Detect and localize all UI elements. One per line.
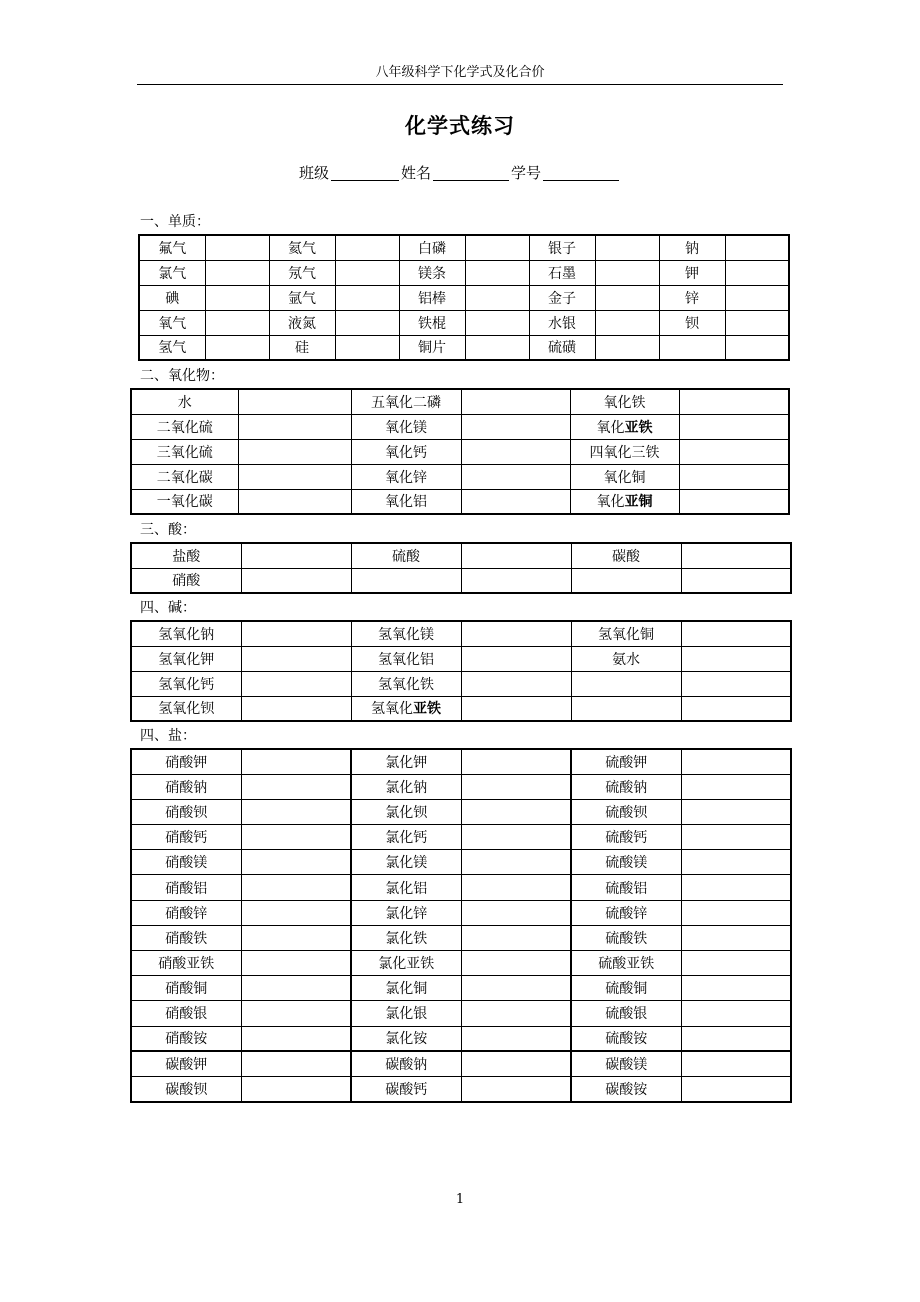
- salts-compound-name: 硝酸钠: [131, 774, 241, 799]
- student-id-label: 学号: [511, 164, 542, 182]
- salts-compound-name: 硫酸铁: [571, 925, 681, 950]
- oxides-compound-name: 氧化铝: [351, 489, 461, 514]
- oxides-formula-answer-cell[interactable]: [461, 389, 570, 414]
- oxides-formula-answer-cell[interactable]: [238, 439, 351, 464]
- bases-compound-name: 氢氧化铁: [351, 671, 461, 696]
- bases-table: [130, 620, 792, 722]
- bases-compound-name: 氢氧化钠: [131, 621, 241, 646]
- section-title-oxides: 二、氧化物：: [140, 368, 224, 384]
- compound-name-prefix: 氧化: [596, 494, 625, 511]
- salts-compound-name: 硫酸锌: [571, 900, 681, 925]
- salts-compound-name: 氯化银: [351, 1001, 461, 1026]
- class-blank[interactable]: [331, 164, 399, 181]
- elements-row: [139, 285, 789, 310]
- salts-formula-answer-cell[interactable]: [461, 1076, 571, 1101]
- bases-compound-name: 氢氧化钙: [131, 671, 241, 696]
- salts-compound-name: 氯化铜: [351, 976, 461, 1001]
- salts-row: [131, 850, 791, 875]
- compound-name-emphasis: 亚铁: [624, 419, 653, 436]
- oxides-formula-answer-cell[interactable]: [679, 389, 789, 414]
- oxides-formula-answer-cell[interactable]: [679, 464, 789, 489]
- bases-formula-answer-cell[interactable]: [461, 671, 571, 696]
- salts-compound-name: 氯化钙: [351, 825, 461, 850]
- acids-formula-answer-cell[interactable]: [461, 543, 571, 568]
- salts-formula-answer-cell[interactable]: [681, 1051, 791, 1076]
- oxides-formula-answer-cell[interactable]: [461, 464, 570, 489]
- oxides-compound-name: 二氧化碳: [131, 464, 238, 489]
- salts-formula-answer-cell[interactable]: [681, 951, 791, 976]
- elements-compound-name: 氧气: [139, 310, 205, 335]
- elements-formula-answer-cell[interactable]: [595, 235, 659, 260]
- bases-compound-name: [571, 671, 681, 696]
- oxides-compound-name: 氧化铁: [570, 389, 679, 414]
- bases-compound-name: 氨水: [571, 646, 681, 671]
- salts-table: [130, 748, 792, 1103]
- oxides-formula-answer-cell[interactable]: [461, 489, 570, 514]
- elements-row: [139, 310, 789, 335]
- salts-compound-name: 硝酸铝: [131, 875, 241, 900]
- salts-formula-answer-cell[interactable]: [461, 925, 571, 950]
- elements-compound-name: 水银: [529, 310, 595, 335]
- section-title-bases: 四、碱：: [140, 600, 196, 616]
- elements-compound-name: 钾: [659, 260, 725, 285]
- salts-row: [131, 1076, 791, 1101]
- oxides-compound-name: 氧化钙: [351, 439, 461, 464]
- acids-compound-name: 硫酸: [351, 543, 461, 568]
- salts-formula-answer-cell[interactable]: [681, 1076, 791, 1101]
- salts-compound-name: 硫酸钡: [571, 799, 681, 824]
- salts-formula-answer-cell[interactable]: [461, 825, 571, 850]
- salts-compound-name: 硝酸钙: [131, 825, 241, 850]
- salts-compound-name: 硝酸锌: [131, 900, 241, 925]
- bases-compound-name: [351, 696, 461, 721]
- class-label: 班级: [298, 164, 329, 182]
- salts-compound-name: 碳酸钾: [131, 1051, 241, 1076]
- elements-formula-answer-cell[interactable]: [205, 285, 269, 310]
- compound-name-prefix: 氧化: [596, 419, 625, 436]
- salts-compound-name: 硝酸铜: [131, 976, 241, 1001]
- oxides-compound-name: 三氧化硫: [131, 439, 238, 464]
- bases-formula-answer-cell[interactable]: [461, 696, 571, 721]
- elements-formula-answer-cell[interactable]: [725, 260, 789, 285]
- elements-formula-answer-cell[interactable]: [205, 310, 269, 335]
- salts-compound-name: 硫酸铵: [571, 1026, 681, 1051]
- salts-compound-name: 氯化钾: [351, 749, 461, 774]
- bases-compound-name: 氢氧化铝: [351, 646, 461, 671]
- elements-formula-answer-cell[interactable]: [335, 285, 399, 310]
- salts-compound-name: 碳酸镁: [571, 1051, 681, 1076]
- salts-compound-name: 氯化锌: [351, 900, 461, 925]
- bases-row: [131, 696, 791, 721]
- bases-row: [131, 646, 791, 671]
- acids-compound-name: [351, 568, 461, 593]
- salts-formula-answer-cell[interactable]: [461, 799, 571, 824]
- salts-compound-name: 硝酸亚铁: [131, 951, 241, 976]
- oxides-compound-name: 四氧化三铁: [570, 439, 679, 464]
- oxides-compound-name: 水: [131, 389, 238, 414]
- salts-formula-answer-cell[interactable]: [241, 925, 351, 950]
- salts-formula-answer-cell[interactable]: [461, 749, 571, 774]
- salts-formula-answer-cell[interactable]: [241, 774, 351, 799]
- elements-formula-answer-cell[interactable]: [335, 335, 399, 360]
- bases-formula-answer-cell[interactable]: [241, 671, 351, 696]
- compound-name-emphasis: 亚铁: [413, 701, 441, 718]
- elements-formula-answer-cell[interactable]: [725, 335, 789, 360]
- bases-row: [131, 671, 791, 696]
- salts-formula-answer-cell[interactable]: [681, 825, 791, 850]
- bases-formula-answer-cell[interactable]: [461, 621, 571, 646]
- salts-row: [131, 799, 791, 824]
- salts-formula-answer-cell[interactable]: [241, 976, 351, 1001]
- salts-compound-name: 硝酸钾: [131, 749, 241, 774]
- elements-compound-name: 硅: [269, 335, 335, 360]
- salts-row: [131, 875, 791, 900]
- salts-formula-answer-cell[interactable]: [461, 900, 571, 925]
- elements-formula-answer-cell[interactable]: [205, 260, 269, 285]
- salts-formula-answer-cell[interactable]: [461, 976, 571, 1001]
- elements-compound-name: 白磷: [399, 235, 465, 260]
- elements-compound-name: 金子: [529, 285, 595, 310]
- elements-compound-name: 氩气: [269, 285, 335, 310]
- salts-row: [131, 825, 791, 850]
- salts-compound-name: 碳酸钡: [131, 1076, 241, 1101]
- student-id-blank[interactable]: [543, 164, 619, 181]
- elements-compound-name: 石墨: [529, 260, 595, 285]
- salts-compound-name: 氯化铁: [351, 925, 461, 950]
- salts-compound-name: 氯化钠: [351, 774, 461, 799]
- salts-compound-name: 碳酸钙: [351, 1076, 461, 1101]
- acids-formula-answer-cell[interactable]: [241, 568, 351, 593]
- salts-formula-answer-cell[interactable]: [681, 1001, 791, 1026]
- salts-formula-answer-cell[interactable]: [681, 774, 791, 799]
- elements-formula-answer-cell[interactable]: [465, 310, 529, 335]
- bases-formula-answer-cell[interactable]: [681, 671, 791, 696]
- salts-compound-name: 氯化镁: [351, 850, 461, 875]
- bases-compound-name: 氢氧化铜: [571, 621, 681, 646]
- salts-formula-answer-cell[interactable]: [461, 850, 571, 875]
- page-title: 化学式练习: [405, 113, 515, 138]
- salts-compound-name: 硫酸亚铁: [571, 951, 681, 976]
- salts-formula-answer-cell[interactable]: [461, 875, 571, 900]
- oxides-compound-name: 氧化锌: [351, 464, 461, 489]
- elements-formula-answer-cell[interactable]: [725, 285, 789, 310]
- acids-compound-name: [571, 568, 681, 593]
- name-blank[interactable]: [433, 164, 509, 181]
- salts-formula-answer-cell[interactable]: [461, 1001, 571, 1026]
- elements-formula-answer-cell[interactable]: [465, 285, 529, 310]
- oxides-formula-answer-cell[interactable]: [679, 414, 789, 439]
- salts-compound-name: 硝酸镁: [131, 850, 241, 875]
- elements-formula-answer-cell[interactable]: [595, 260, 659, 285]
- salts-formula-answer-cell[interactable]: [681, 749, 791, 774]
- oxides-compound-name: [570, 414, 679, 439]
- acids-row: [131, 543, 791, 568]
- salts-formula-answer-cell[interactable]: [461, 774, 571, 799]
- elements-formula-answer-cell[interactable]: [595, 335, 659, 360]
- salts-compound-name: 氯化铝: [351, 875, 461, 900]
- oxides-formula-answer-cell[interactable]: [238, 489, 351, 514]
- bases-row: [131, 621, 791, 646]
- acids-formula-answer-cell[interactable]: [681, 543, 791, 568]
- oxides-compound-name: 五氧化二磷: [351, 389, 461, 414]
- salts-compound-name: 硫酸镁: [571, 850, 681, 875]
- salts-compound-name: 氯化铵: [351, 1026, 461, 1051]
- oxides-row: [131, 439, 789, 464]
- section-title-salts: 四、盐：: [140, 728, 196, 744]
- bases-formula-answer-cell[interactable]: [681, 696, 791, 721]
- bases-compound-name: 氢氧化钡: [131, 696, 241, 721]
- elements-row: [139, 235, 789, 260]
- oxides-compound-name: [570, 489, 679, 514]
- oxides-formula-answer-cell[interactable]: [461, 414, 570, 439]
- acids-table: [130, 542, 792, 594]
- bases-formula-answer-cell[interactable]: [681, 646, 791, 671]
- elements-formula-answer-cell[interactable]: [205, 235, 269, 260]
- salts-row: [131, 1051, 791, 1076]
- elements-formula-answer-cell[interactable]: [465, 260, 529, 285]
- salts-formula-answer-cell[interactable]: [681, 1026, 791, 1051]
- page-number: 1: [455, 1192, 465, 1207]
- salts-formula-answer-cell[interactable]: [241, 1076, 351, 1101]
- bases-formula-answer-cell[interactable]: [241, 646, 351, 671]
- elements-formula-answer-cell[interactable]: [465, 235, 529, 260]
- salts-row: [131, 749, 791, 774]
- elements-formula-answer-cell[interactable]: [335, 260, 399, 285]
- elements-formula-answer-cell[interactable]: [725, 235, 789, 260]
- bases-formula-answer-cell[interactable]: [461, 646, 571, 671]
- salts-row: [131, 1001, 791, 1026]
- oxides-compound-name: 氧化铜: [570, 464, 679, 489]
- salts-formula-answer-cell[interactable]: [241, 850, 351, 875]
- oxides-formula-answer-cell[interactable]: [238, 389, 351, 414]
- salts-formula-answer-cell[interactable]: [241, 1026, 351, 1051]
- salts-compound-name: 氯化亚铁: [351, 951, 461, 976]
- running-header: 八年级科学下化学式及化合价: [375, 65, 545, 80]
- salts-compound-name: 硝酸铵: [131, 1026, 241, 1051]
- salts-row: [131, 774, 791, 799]
- elements-compound-name: 铜片: [399, 335, 465, 360]
- oxides-row: [131, 489, 789, 514]
- section-title-elements: 一、单质：: [140, 214, 210, 230]
- oxides-formula-answer-cell[interactable]: [238, 464, 351, 489]
- acids-formula-answer-cell[interactable]: [241, 543, 351, 568]
- bases-compound-name: [571, 696, 681, 721]
- elements-table: [138, 234, 790, 361]
- elements-compound-name: 钡: [659, 310, 725, 335]
- salts-formula-answer-cell[interactable]: [241, 951, 351, 976]
- salts-formula-answer-cell[interactable]: [241, 900, 351, 925]
- salts-formula-answer-cell[interactable]: [681, 976, 791, 1001]
- elements-formula-answer-cell[interactable]: [595, 310, 659, 335]
- compound-name-emphasis: 亚铜: [624, 494, 653, 511]
- elements-compound-name: 硫磺: [529, 335, 595, 360]
- salts-row: [131, 976, 791, 1001]
- acids-row: [131, 568, 791, 593]
- salts-compound-name: 硫酸钠: [571, 774, 681, 799]
- bases-compound-name: 氢氧化钾: [131, 646, 241, 671]
- oxides-formula-answer-cell[interactable]: [679, 489, 789, 514]
- oxides-table: [130, 388, 790, 515]
- oxides-row: [131, 389, 789, 414]
- oxides-compound-name: 二氧化硫: [131, 414, 238, 439]
- salts-formula-answer-cell[interactable]: [681, 799, 791, 824]
- salts-compound-name: 硝酸银: [131, 1001, 241, 1026]
- elements-row: [139, 260, 789, 285]
- elements-compound-name: 银子: [529, 235, 595, 260]
- elements-compound-name: 铁棍: [399, 310, 465, 335]
- elements-compound-name: 氖气: [269, 260, 335, 285]
- elements-compound-name: [659, 335, 725, 360]
- salts-formula-answer-cell[interactable]: [241, 1051, 351, 1076]
- salts-formula-answer-cell[interactable]: [241, 825, 351, 850]
- elements-compound-name: 氟气: [139, 235, 205, 260]
- oxides-row: [131, 414, 789, 439]
- oxides-compound-name: 氧化镁: [351, 414, 461, 439]
- acids-formula-answer-cell[interactable]: [461, 568, 571, 593]
- student-info-line: [0, 162, 920, 184]
- oxides-formula-answer-cell[interactable]: [238, 414, 351, 439]
- salts-formula-answer-cell[interactable]: [241, 875, 351, 900]
- elements-compound-name: 氯气: [139, 260, 205, 285]
- salts-row: [131, 1026, 791, 1051]
- bases-formula-answer-cell[interactable]: [241, 696, 351, 721]
- salts-compound-name: 硫酸钾: [571, 749, 681, 774]
- salts-compound-name: 碳酸铵: [571, 1076, 681, 1101]
- salts-compound-name: 硫酸铝: [571, 875, 681, 900]
- salts-row: [131, 900, 791, 925]
- elements-formula-answer-cell[interactable]: [595, 285, 659, 310]
- oxides-formula-answer-cell[interactable]: [461, 439, 570, 464]
- salts-formula-answer-cell[interactable]: [241, 749, 351, 774]
- elements-compound-name: 氢气: [139, 335, 205, 360]
- compound-name-prefix: 氢氧化: [371, 701, 413, 718]
- elements-formula-answer-cell[interactable]: [205, 335, 269, 360]
- bases-formula-answer-cell[interactable]: [241, 621, 351, 646]
- acids-compound-name: 碳酸: [571, 543, 681, 568]
- salts-formula-answer-cell[interactable]: [461, 1051, 571, 1076]
- salts-compound-name: 硫酸铜: [571, 976, 681, 1001]
- salts-formula-answer-cell[interactable]: [681, 925, 791, 950]
- bases-compound-name: 氢氧化镁: [351, 621, 461, 646]
- header-rule: [137, 84, 783, 85]
- salts-formula-answer-cell[interactable]: [681, 875, 791, 900]
- elements-formula-answer-cell[interactable]: [725, 310, 789, 335]
- acids-formula-answer-cell[interactable]: [681, 568, 791, 593]
- salts-compound-name: 硫酸钙: [571, 825, 681, 850]
- salts-formula-answer-cell[interactable]: [461, 1026, 571, 1051]
- salts-compound-name: 氯化钡: [351, 799, 461, 824]
- elements-formula-answer-cell[interactable]: [465, 335, 529, 360]
- oxides-row: [131, 464, 789, 489]
- section-title-acids: 三、酸：: [140, 522, 196, 538]
- elements-compound-name: 镁条: [399, 260, 465, 285]
- salts-compound-name: 硫酸银: [571, 1001, 681, 1026]
- salts-formula-answer-cell[interactable]: [461, 951, 571, 976]
- elements-formula-answer-cell[interactable]: [335, 310, 399, 335]
- name-label: 姓名: [400, 164, 431, 182]
- salts-formula-answer-cell[interactable]: [241, 799, 351, 824]
- acids-compound-name: 硝酸: [131, 568, 241, 593]
- salts-compound-name: 碳酸钠: [351, 1051, 461, 1076]
- elements-compound-name: 锌: [659, 285, 725, 310]
- salts-compound-name: 硝酸铁: [131, 925, 241, 950]
- elements-row: [139, 335, 789, 360]
- elements-compound-name: 碘: [139, 285, 205, 310]
- salts-formula-answer-cell[interactable]: [241, 1001, 351, 1026]
- salts-row: [131, 925, 791, 950]
- elements-compound-name: 氦气: [269, 235, 335, 260]
- salts-formula-answer-cell[interactable]: [681, 900, 791, 925]
- elements-compound-name: 液氮: [269, 310, 335, 335]
- salts-row: [131, 951, 791, 976]
- elements-formula-answer-cell[interactable]: [335, 235, 399, 260]
- elements-compound-name: 铝棒: [399, 285, 465, 310]
- acids-compound-name: 盐酸: [131, 543, 241, 568]
- bases-formula-answer-cell[interactable]: [681, 621, 791, 646]
- elements-compound-name: 钠: [659, 235, 725, 260]
- oxides-formula-answer-cell[interactable]: [679, 439, 789, 464]
- salts-compound-name: 硝酸钡: [131, 799, 241, 824]
- salts-formula-answer-cell[interactable]: [681, 850, 791, 875]
- oxides-compound-name: 一氧化碳: [131, 489, 238, 514]
